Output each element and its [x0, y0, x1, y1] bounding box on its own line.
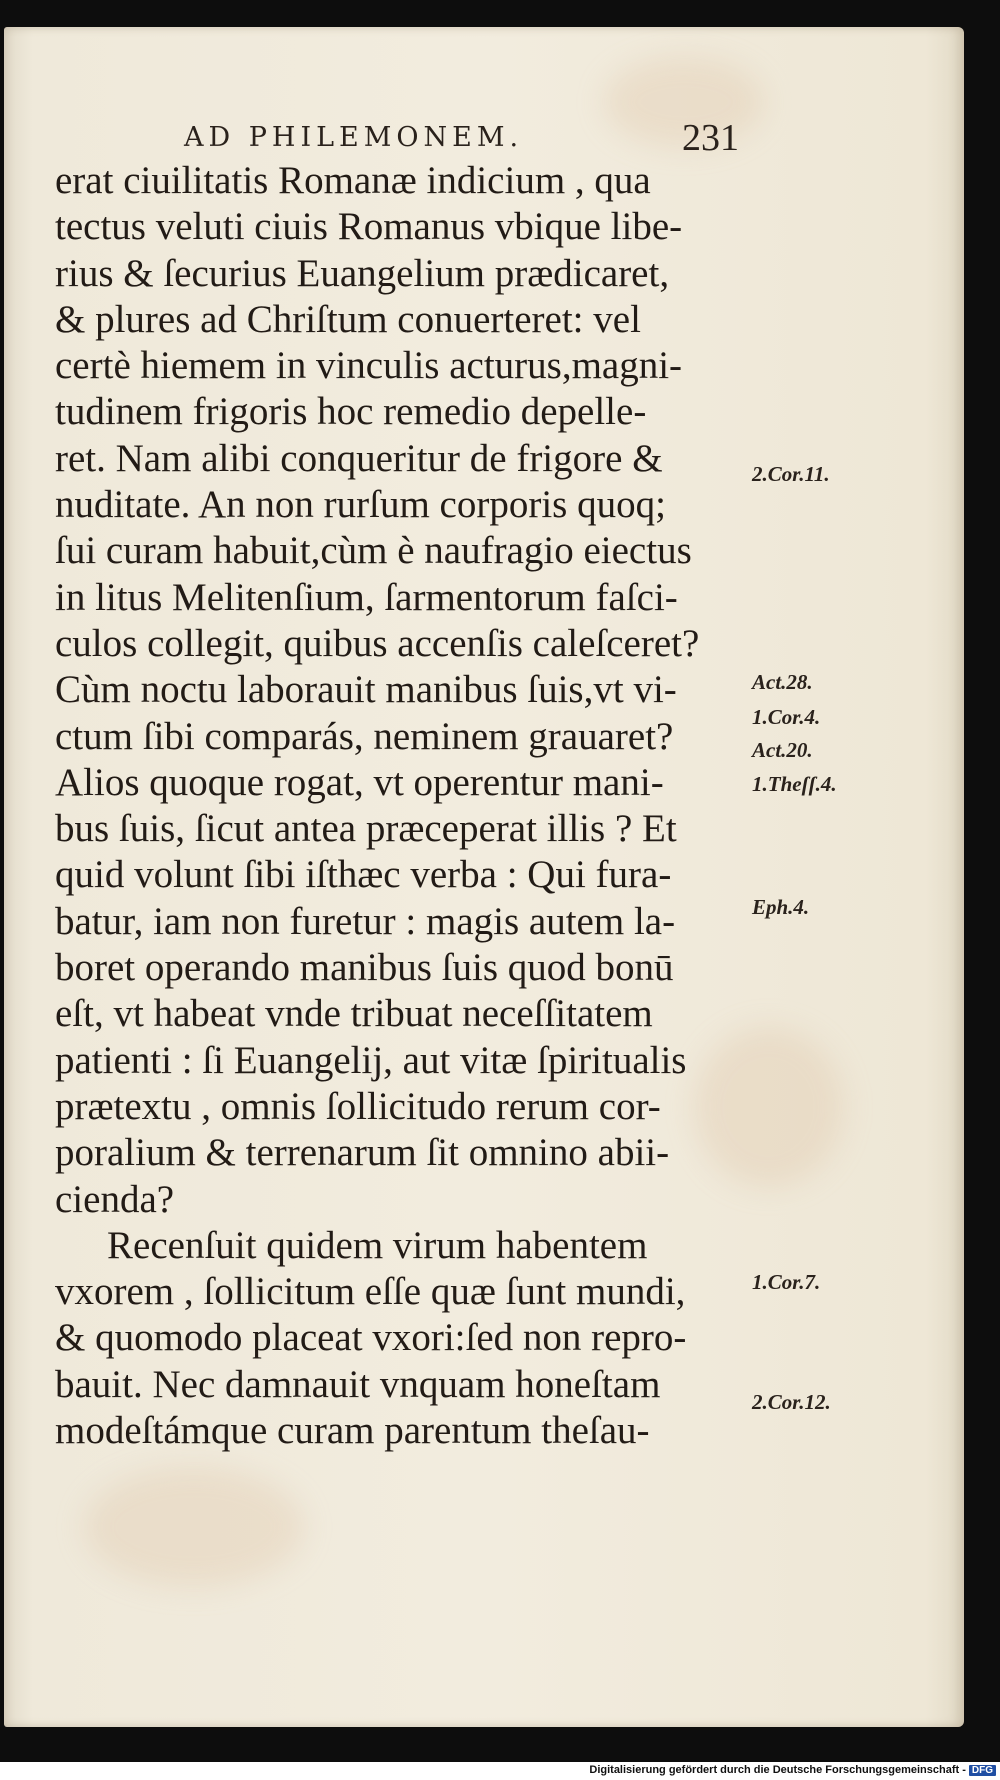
- text-line: cienda?: [55, 1177, 175, 1221]
- text-line: prætextu , omnis ſollicitudo rerum cor-: [55, 1084, 661, 1128]
- margin-note-act28: Act.28.: [752, 670, 813, 694]
- text-line: batur, iam non furetur : magis autem la-: [55, 899, 676, 943]
- margin-note-eph4: Eph.4.: [752, 895, 810, 919]
- text-line: boret operando manibus ſuis quod bonū: [55, 946, 674, 990]
- credit-text: Digitalisierung gefördert durch die Deutsche Forschungsgemeinschaft -: [589, 1764, 966, 1776]
- text-line: modeſtámque curam parentum theſau-: [55, 1409, 650, 1453]
- text-line: Alios quoque rogat, vt operentur mani-: [55, 760, 664, 804]
- paper-stain: [84, 1467, 304, 1587]
- text-line: patienti : ſi Euangelij, aut vitæ ſpiritualis: [55, 1038, 687, 1082]
- text-line: ret. Nam alibi conqueritur de frigore &: [55, 436, 663, 480]
- text-line: poralium & terrenarum ſit omnino abii-: [55, 1131, 670, 1175]
- margin-note-cor11: 2.Cor.11.: [752, 462, 830, 486]
- text-line: bauit. Nec damnauit vnquam honeſtam: [55, 1362, 661, 1406]
- text-line: culos collegit, quibus accenſis caleſceret?: [55, 621, 700, 665]
- dfg-logo: DFG: [969, 1765, 996, 1776]
- text-line: ctum ſibi comparás, neminem grauaret?: [55, 714, 674, 758]
- text-line: bus ſuis, ſicut antea præceperat illis ? Et: [55, 807, 677, 851]
- text-line: & quomodo placeat vxori:ſed non repro-: [55, 1316, 687, 1360]
- text-line: tudinem frigoris hoc remedio depelle-: [55, 390, 647, 434]
- running-head: AD PHILEMONEM.: [184, 122, 524, 153]
- text-line: quid volunt ſibi iſthæc verba : Qui fura-: [55, 853, 672, 897]
- text-line: nuditate. An non rurſum corporis quoq;: [55, 483, 666, 527]
- digitization-credit: [589, 1764, 996, 1776]
- text-line: certè hiemem in vinculis acturus,magni-: [55, 344, 683, 388]
- text-line: ſui curam habuit,cùm è naufragio eiectus: [55, 529, 692, 573]
- text-line: rius & ſecurius Euangelium prædicaret,: [55, 251, 670, 295]
- text-line: in litus Melitenſium, ſarmentorum faſci-: [55, 575, 678, 619]
- margin-note-thess4: 1.Theſſ.4.: [752, 772, 837, 796]
- margin-note-cor7: 1.Cor.7.: [752, 1270, 821, 1294]
- text-line: & plures ad Chriſtum conuerteret: vel: [55, 297, 641, 341]
- margin-note-act20: Act.20.: [752, 738, 813, 762]
- text-line: erat ciuilitatis Romanæ indicium , qua: [55, 159, 651, 202]
- margin-note-cor12: 2.Cor.12.: [752, 1390, 831, 1414]
- text-line: tectus veluti ciuis Romanus vbique libe-: [55, 205, 683, 249]
- margin-note-cor4: 1.Cor.4.: [752, 705, 821, 729]
- text-line: vxorem , ſollicitum eſſe quæ ſunt mundi,: [55, 1270, 686, 1314]
- body-text: [55, 158, 745, 1454]
- paragraph-start-line: Recenſuit quidem virum habentem: [107, 1223, 648, 1267]
- text-line: eſt, vt habeat vnde tribuat neceſſitatem: [55, 992, 653, 1036]
- page-number: 231: [682, 117, 739, 159]
- text-line: Cùm noctu laborauit manibus ſuis,vt vi-: [55, 668, 677, 712]
